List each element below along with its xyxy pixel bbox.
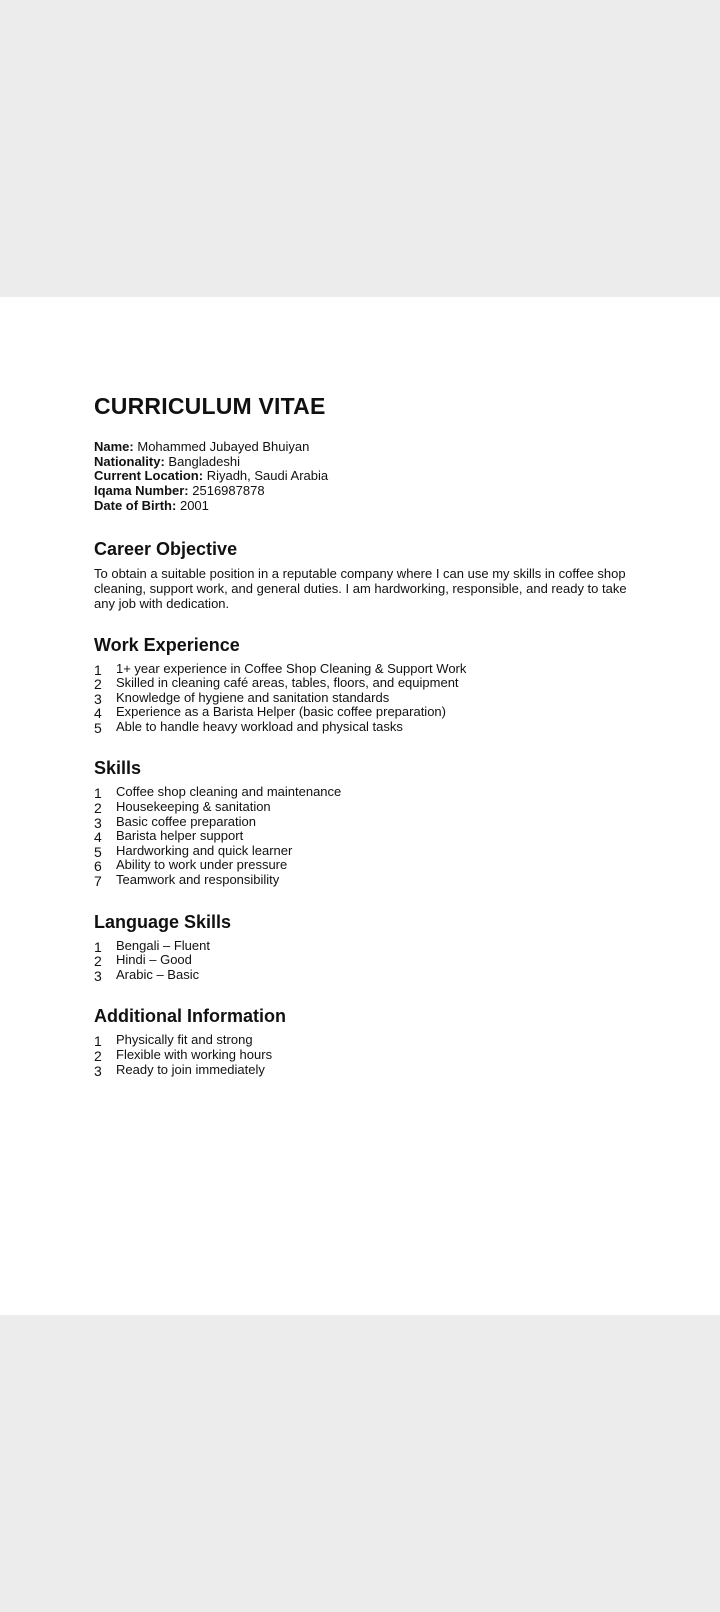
career-heading: Career Objective bbox=[94, 538, 238, 559]
list-text: Skilled in cleaning café areas, tables, floors, and equipment bbox=[116, 675, 459, 691]
list-number: 4 bbox=[94, 705, 102, 722]
additional-heading: Additional Information bbox=[94, 1006, 286, 1027]
list-number: 6 bbox=[94, 858, 102, 875]
list-text: Hardworking and quick learner bbox=[116, 842, 293, 858]
list-text: Knowledge of hygiene and sanitation standards bbox=[116, 689, 390, 705]
iqama-value: 2516987878 bbox=[192, 483, 265, 499]
list-item bbox=[94, 785, 634, 800]
list-text: Basic coffee preparation bbox=[116, 813, 256, 829]
list-item bbox=[94, 844, 634, 859]
list-number: 1 bbox=[94, 1033, 102, 1050]
nationality-label: Nationality: bbox=[94, 453, 165, 469]
dob-value: 2001 bbox=[179, 497, 209, 513]
list-item bbox=[94, 662, 634, 677]
skills-heading: Skills bbox=[94, 758, 142, 779]
list-number: 3 bbox=[94, 1062, 102, 1079]
skills-section bbox=[94, 757, 634, 890]
languages-list bbox=[94, 939, 634, 983]
list-item bbox=[94, 815, 634, 830]
list-text: 1+ year experience in Coffee Shop Cleaning & Support Work bbox=[116, 660, 467, 676]
work-list bbox=[94, 662, 634, 735]
list-text: Barista helper support bbox=[116, 828, 244, 844]
list-number: 1 bbox=[94, 785, 102, 802]
name-value: Mohammed Jubayed Bhuiyan bbox=[137, 439, 310, 454]
list-number: 5 bbox=[94, 719, 102, 736]
list-number: 2 bbox=[94, 800, 102, 817]
list-number: 3 bbox=[94, 690, 102, 707]
additional-section bbox=[94, 1005, 634, 1077]
list-text: Housekeeping & sanitation bbox=[116, 799, 271, 815]
list-number: 3 bbox=[94, 814, 102, 831]
list-item bbox=[94, 939, 634, 954]
list-text: Teamwork and responsibility bbox=[116, 872, 280, 888]
list-item bbox=[94, 829, 634, 844]
iqama-label: Iqama Number: bbox=[94, 483, 189, 499]
list-text: Ready to join immediately bbox=[116, 1061, 265, 1077]
document-title: CURRICULUM VITAE bbox=[94, 393, 326, 419]
personal-info bbox=[94, 440, 634, 514]
career-text: To obtain a suitable position in a reputable company where I can use my skills in coffee shop cleaning, support work, and general duties. I am hardworking, responsible, and ready to take any job with dedication. bbox=[94, 565, 627, 611]
list-number: 1 bbox=[94, 661, 102, 678]
list-number: 5 bbox=[94, 843, 102, 860]
document-content bbox=[94, 392, 634, 1077]
list-item bbox=[94, 1048, 634, 1063]
list-item bbox=[94, 858, 634, 873]
list-text: Able to handle heavy workload and physical tasks bbox=[116, 718, 403, 734]
name-row bbox=[94, 440, 634, 455]
list-item bbox=[94, 968, 634, 983]
location-label: Current Location: bbox=[94, 468, 204, 484]
list-text: Flexible with working hours bbox=[116, 1047, 273, 1063]
list-number: 7 bbox=[94, 873, 102, 890]
list-item bbox=[94, 720, 634, 735]
list-number: 2 bbox=[94, 1048, 102, 1065]
list-number: 2 bbox=[94, 676, 102, 693]
name-label: Name: bbox=[94, 439, 134, 454]
list-item bbox=[94, 1033, 634, 1048]
work-heading: Work Experience bbox=[94, 634, 240, 655]
list-text: Ability to work under pressure bbox=[116, 857, 288, 873]
skills-list bbox=[94, 784, 634, 890]
location-row bbox=[94, 469, 634, 484]
list-number: 2 bbox=[94, 953, 102, 970]
list-text: Coffee shop cleaning and maintenance bbox=[116, 784, 342, 800]
list-item bbox=[94, 873, 634, 888]
list-number: 3 bbox=[94, 967, 102, 984]
dob-row bbox=[94, 499, 634, 514]
list-item bbox=[94, 953, 634, 968]
list-item bbox=[94, 691, 634, 706]
list-text: Arabic – Basic bbox=[116, 966, 200, 982]
iqama-row bbox=[94, 484, 634, 499]
nationality-row bbox=[94, 455, 634, 470]
list-text: Experience as a Barista Helper (basic coffee preparation) bbox=[116, 704, 446, 720]
additional-list bbox=[94, 1033, 634, 1077]
nationality-value: Bangladeshi bbox=[168, 453, 240, 469]
dob-label: Date of Birth: bbox=[94, 497, 177, 513]
work-section bbox=[94, 634, 634, 735]
list-text: Physically fit and strong bbox=[116, 1032, 253, 1048]
list-item bbox=[94, 800, 634, 815]
languages-heading: Language Skills bbox=[94, 911, 232, 932]
list-text: Hindi – Good bbox=[116, 952, 192, 968]
list-item bbox=[94, 676, 634, 691]
list-text: Bengali – Fluent bbox=[116, 937, 210, 953]
list-number: 4 bbox=[94, 829, 102, 846]
location-value: Riyadh, Saudi Arabia bbox=[206, 468, 329, 484]
career-section bbox=[94, 538, 634, 611]
document-page bbox=[0, 297, 720, 1315]
list-number: 1 bbox=[94, 938, 102, 955]
languages-section bbox=[94, 911, 634, 983]
list-item bbox=[94, 1063, 634, 1078]
list-item bbox=[94, 705, 634, 720]
